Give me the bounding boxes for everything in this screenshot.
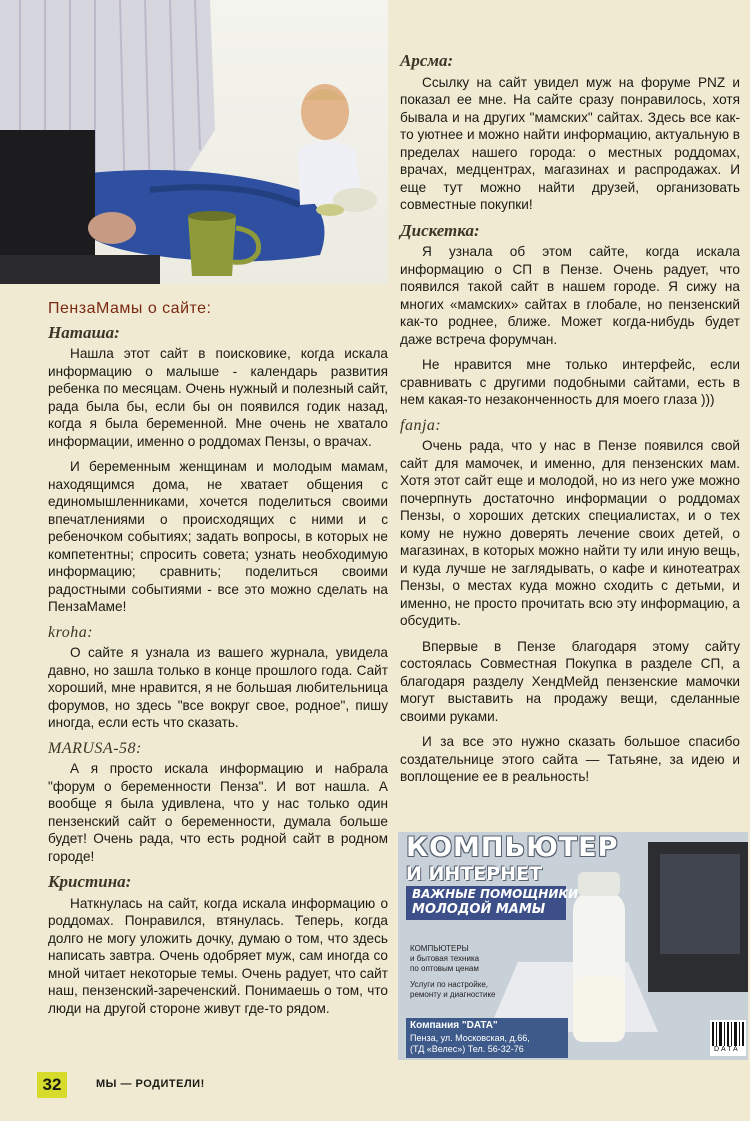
page-number: 32 (37, 1072, 67, 1098)
ad-subtitle-line2: МОЛОДОЙ МАМЫ (412, 902, 546, 917)
ad-address-line2: (ТД «Велес») Тел. 56-32-76 (410, 1044, 524, 1054)
review-paragraph: О сайте я узнала из вашего журнала, увидела давно, но зашла только в конце прошлого года. Сайт хороший, мне нравится, я не большая любительница форумов, но здесь "все вокруг свое, родное", пишу иногда, если есть что сказать. (48, 645, 388, 730)
magazine-name: МЫ — РОДИТЕЛИ! (96, 1078, 205, 1090)
review-paragraph: Впервые в Пензе благодаря этому сайту состоялась Совместная Покупка в разделе СП, а благодаря разделу ХендМейд пензенские мамочки могут выставить на продажу вещи, сделанные своими руками. (400, 638, 740, 724)
review-paragraph: Очень рада, что у нас в Пензе появился свой сайт для мамочек, и именно, для пензенских мам. Хотя этот сайт еще и молодой, но из него уже можно почерпнуть достаточно информации о роддомах Пензы, о хороших детских специалистах, и о тех кому не нужно доверять лечение своих детей, о магазинах, в которых можно найти ту или иную вещь, и куда лучше не заглядывать, о кафе и кинотеатрах Пензы, о местах куда можно сходить с детьми, и именно, не просто прочитать всю эту информацию, а обсудить. (400, 438, 740, 628)
ad-text-line: по оптовым ценам (410, 964, 479, 973)
author-name: Арсма: (400, 51, 454, 70)
review-paragraph: Ссылку на сайт увидел муж на форуме PNZ и показал ее мне. На сайте сразу понравилось, хотя бывала и на других "мамских" сайтах. Здесь все как-то уютнее и можно найти информацию, актуальную в пределах нашего города: о местных роддомах, врачах, медцентрах, магазинах и распродажах. И еще тут можно найти друзей, организовать совместные покупки! (400, 74, 740, 212)
section-title: ПензаМамы о сайте: (48, 300, 212, 317)
review-paragraph: Наткнулась на сайт, когда искала информацию о роддомах. Понравился, втянулась. Теперь, когда долго не могу уложить дочку, думаю о том, что здесь написать завтра. Очень одобряет муж, сам иногда со мной читает некоторые темы. Очень радует, что сайт наш, пензенский-зареченский. Понимаешь о том, что люди на другой стороне живут где-то рядом. (48, 895, 388, 1016)
author-name: Наташа: (48, 322, 120, 342)
ad-subtitle-line1: ВАЖНЫЕ ПОМОЩНИКИ (412, 887, 579, 901)
barcode-label: DATA (714, 1046, 740, 1053)
ad-text-line: и бытовая техника (410, 954, 480, 963)
author-name: kroha: (48, 623, 94, 641)
review-paragraph: Нашла этот сайт в поисковике, когда искала информацию о малыше - календарь развития ребенка по месяцам. Очень нужный и полезный сайт, рада была бы, если бы он появился годик назад, когда я была беременной. Мне очень не хватало информации, именно о роддомах Пензы, о врачах. (48, 346, 388, 449)
review-paragraph: А я просто искала информацию и набрала "форум о беременности Пенза". И вот нашла. А вообще я была удивлена, что у нас только один пензенский сайт о беременности, думала больше будет! Очень рада, что есть родной сайт в родном городе! (48, 761, 388, 864)
ad-title-line2: И ИНТЕРНЕТ (406, 863, 543, 885)
ad-text-line: ремонту и диагностике (410, 990, 496, 999)
parent-and-baby-photo (0, 0, 388, 284)
header-photo (0, 0, 388, 284)
author-name: Кристина: (48, 872, 132, 891)
left-column (48, 300, 388, 1025)
ad-text-line: КОМПЬЮТЕРЫ (410, 944, 469, 953)
review-paragraph: Не нравится мне только интерфейс, если сравнивать с другими подобными сайтами, есть в нем какая-то незаконченность для моего глаза ))) (400, 357, 740, 407)
right-column (400, 48, 740, 794)
ad-address: Пенза, ул. Московская, д.66, (410, 1033, 530, 1043)
ad-title: КОМПЬЮТЕР (406, 832, 619, 863)
page-footer (0, 1066, 750, 1121)
review-paragraph: И беременным женщинам и молодым мамам, находящимся дома, не хватает общения с единомышленниками, хочется поделиться своими впечатлениями о происходящих с ними и с ребеночком событиях; задать вопросы, в которых не компетентны; спросить совета; узнать необходимую информацию; сравнить; поделиться своими радостными событиями - все это можно сделать на ПензаМаме! (48, 459, 388, 614)
author-name: MARUSA-58: (48, 739, 142, 757)
author-name: Дискетка: (400, 220, 480, 240)
ad-company: Компания "DATA" (410, 1020, 498, 1031)
author-name: fanja: (400, 416, 442, 434)
review-paragraph: Я узнала об этом сайте, когда искала информацию о СП в Пензе. Очень радует, что появился такой сайт в нашем городе. Я сижу на многих «мамских» сайтах в глобале, но пензенский как-то роднее, ближе. Может когда-нибудь будет даже встреча форумчан. (400, 244, 740, 347)
review-paragraph: И за все это нужно сказать большое спасибо создательнице этого сайта — Татьяне, за идею и воплощение ее в реальность! (400, 734, 740, 784)
advertisement-data-computers (398, 832, 748, 1060)
ad-text-line: Услуги по настройке, (410, 980, 488, 989)
